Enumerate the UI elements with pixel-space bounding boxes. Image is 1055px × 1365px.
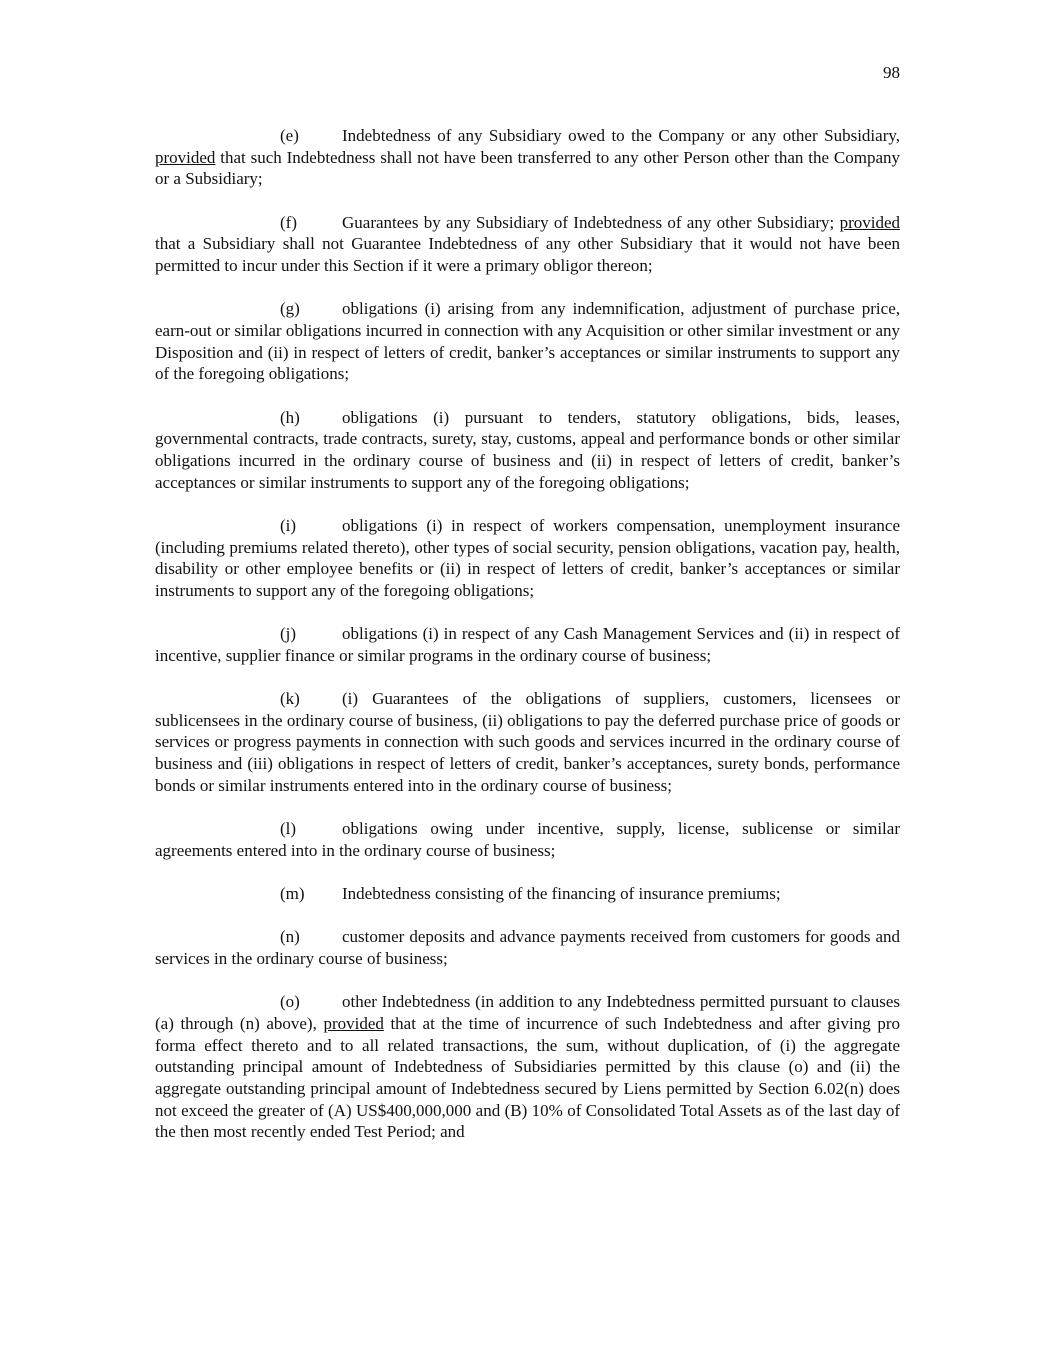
clause-text: that at the time of incurrence of such Indebtedness and after giving pro forma effect thereto and to all related transactions, the sum, without duplication, of (i) the aggregate outstanding principal amount of Indebtedness of Subsidiaries permitted by this clause (o) and (ii) the aggregate outstanding principal amount of Indebtedness secured by Liens permitted by Section 6.02(n) does not exceed the greater of (A) US$400,000,000 and (B) 10% of Consolidated Total Assets as of the last day of the then most recently ended Test Period; and: [155, 1013, 901, 1142]
clause-marker: (j): [280, 624, 297, 644]
clause-text: obligations (i) arising from any indemnification, adjustment of purchase price, earn-out or similar obligations incurred in connection with any Acquisition or other similar investment or any Disposition and (ii) in respect of letters of credit, banker’s acceptances or similar instruments to support any of the foregoing obligations;: [155, 299, 900, 384]
clause-marker: (e): [280, 126, 299, 145]
clause-marker: (h): [280, 407, 300, 427]
clause-e: [155, 125, 900, 190]
clause-text: obligations (i) in respect of workers compensation, unemployment insurance (including premiums related thereto), other types of social security, pension obligations, vacation pay, health, disability or other employee benefits or (ii) in respect of letters of credit, banker’s acceptances or similar instruments to support any of the foregoing obligations;: [155, 515, 900, 600]
clause-text: Indebtedness consisting of the financing of insurance premiums;: [342, 883, 781, 903]
clause-text: that a Subsidiary shall not Guarantee Indebtedness of any other Subsidiary that it would not have been permitted to incur under this Section if it were a primary obligor thereon;: [155, 234, 900, 276]
clause-text: (i) Guarantees of the obligations of suppliers, customers, licensees or sublicensees in the ordinary course of business, (ii) obligations to pay the deferred purchase price of goods or services or progress payments in connection with such goods and services incurred in the ordinary course of business and (iii) obligations in respect of letters of credit, banker’s acceptances, surety bonds, performance bonds or similar instruments entered into in the ordinary course of business;: [155, 689, 900, 795]
clause-marker: (n): [280, 927, 300, 947]
clause-text: obligations (i) in respect of any Cash Management Services and (ii) in respect of incentive, supplier finance or similar programs in the ordinary course of business;: [155, 624, 900, 665]
clause-text: that such Indebtedness shall not have been transferred to any other Person other than the Company or a Subsidiary;: [155, 147, 900, 189]
provided-term: provided: [155, 147, 216, 167]
clause-text: obligations owing under incentive, supply, license, sublicense or similar agreements entered into in the ordinary course of business;: [155, 819, 900, 860]
clause-o: [155, 991, 900, 1143]
clause-n: [155, 926, 900, 969]
clause-text: other Indebtedness (in addition to any Indebtedness permitted pursuant to clauses (a) through (n) above),: [155, 992, 900, 1033]
clause-text: Guarantees by any Subsidiary of Indebtedness of any other Subsidiary;: [342, 212, 840, 232]
clause-h: [155, 407, 900, 494]
clause-marker: (f): [280, 212, 297, 232]
clause-marker: (k): [280, 689, 300, 709]
clause-i: [155, 515, 900, 602]
clause-text: obligations (i) pursuant to tenders, statutory obligations, bids, leases, governmental contracts, trade contracts, surety, stay, customs, appeal and performance bonds or other similar obligations incurred in the ordinary course of business and (ii) in respect of letters of credit, banker’s acceptances or similar instruments to support any of the foregoing obligations;: [155, 407, 900, 492]
page-number: 98: [883, 63, 900, 82]
clause-marker: (l): [280, 819, 297, 839]
clause-j: [155, 623, 900, 666]
document-body: [155, 125, 900, 1165]
clause-text: customer deposits and advance payments received from customers for goods and services in the ordinary course of business;: [155, 927, 900, 968]
clause-marker: (i): [280, 515, 297, 535]
clause-marker: (g): [280, 299, 300, 319]
clause-marker: (o): [280, 992, 300, 1012]
clause-g: [155, 298, 900, 385]
provided-term: provided: [839, 212, 900, 232]
clause-l: [155, 818, 900, 861]
provided-term: provided: [323, 1013, 384, 1033]
clause-marker: (m): [280, 883, 305, 903]
clause-text: Indebtedness of any Subsidiary owed to the Company or any other Subsidiary,: [342, 126, 900, 145]
clause-f: [155, 212, 900, 277]
clause-m: [155, 883, 900, 905]
clause-k: [155, 688, 900, 797]
